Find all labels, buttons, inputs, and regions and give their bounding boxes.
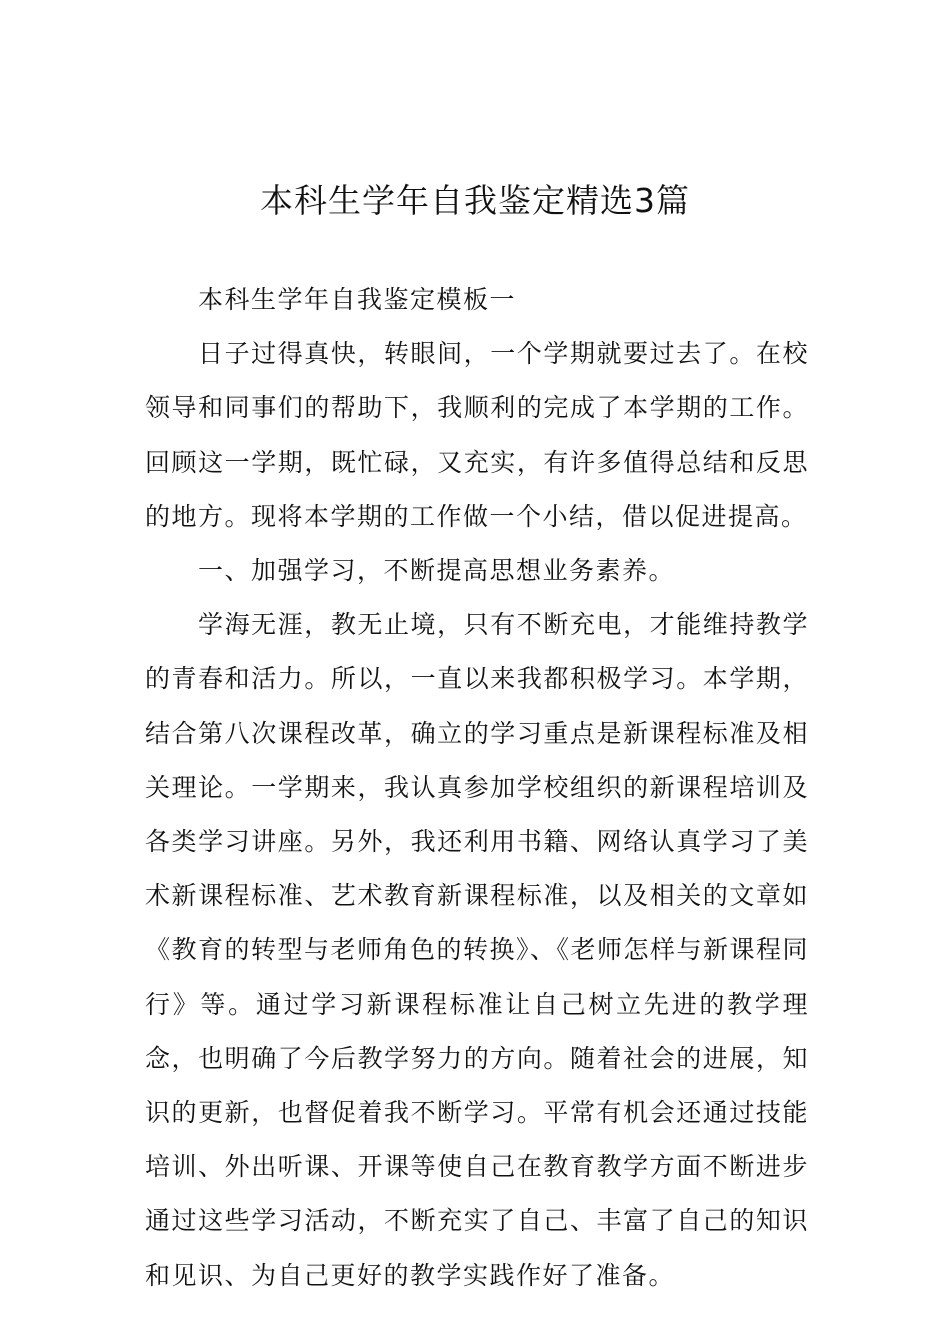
paragraph: 学海无涯，教无止境，只有不断充电，才能维持教学的青春和活力。所以，一直以来我都积极学习。本学期，结合第八次课程改革，确立的学习重点是新课程标准及相关理论。一学期来，我认真参加学校组织的新课程培训及各类学习讲座。另外，我还利用书籍、网络认真学习了美术新课程标准、艺术教育新课程标准，以及相关的文章如《教育的转型与老师角色的转换》、《老师怎样与新课程同行》等。通过学习新课程标准让自己树立先进的教学理念，也明确了今后教学努力的方向。随着社会的进展，知识的更新，也督促着我不断学习。平常有机会还通过技能培训、外出听课、开课等使自己在教育教学方面不断进步通过这些学习活动，不断充实了自己、丰富了自己的知识和见识、为自己更好的教学实践作好了准备。 bbox=[145, 610, 810, 1290]
section-heading: 本科生学年自我鉴定模板一 bbox=[198, 285, 517, 314]
paragraph: 日子过得真快，转眼间，一个学期就要过去了。在校领导和同事们的帮助下，我顺利的完成了本学期的工作。回顾这一学期，既忙碌，又充实，有许多值得总结和反思的地方。现将本学期的工作做一个小结，借以促进提高。 bbox=[145, 339, 809, 531]
section-heading: 一、加强学习，不断提高思想业务素养。 bbox=[198, 556, 676, 586]
document-body bbox=[145, 273, 809, 1303]
document-title: 本科生学年自我鉴定精选3篇 bbox=[260, 181, 690, 220]
